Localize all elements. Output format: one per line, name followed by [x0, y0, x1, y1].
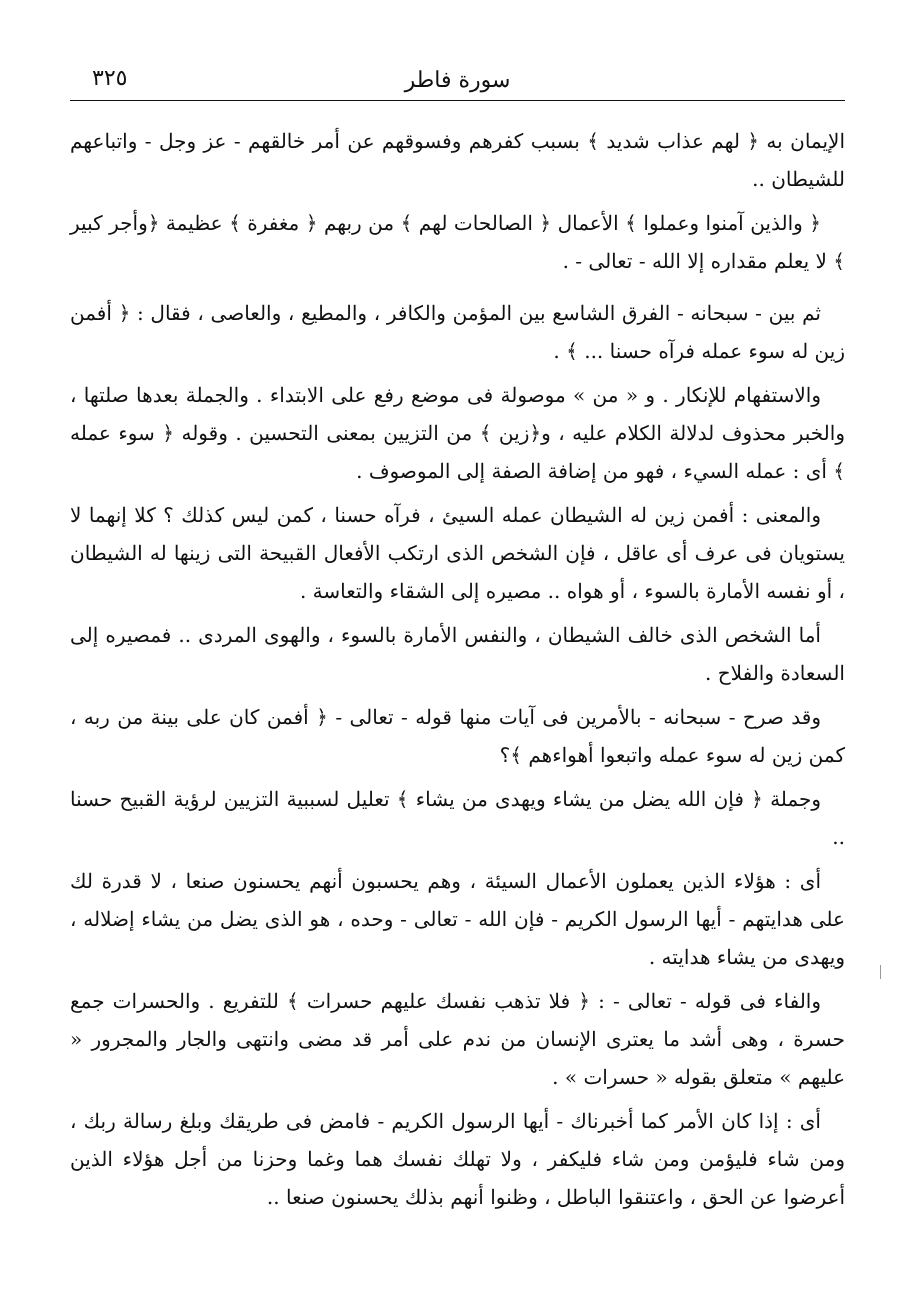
paragraph: والفاء فى قوله - تعالى - : ﴿ فلا تذهب نفسك عليهم حسرات ﴾ للتفريع . والحسرات جمع حسرة ، وهى أشد ما يعترى الإنسان من ندم على أمر قد مضى وانتهى والجار والمجرور « عليهم » متعلق بقوله « حسرات » .: [70, 989, 845, 1089]
paragraph: وجملة ﴿ فإن الله يضل من يشاء ويهدى من يشاء ﴾ تعليل لسببية التزيين لرؤية القبيح حسنا ..: [70, 787, 845, 849]
paragraph: والاستفهام للإنكار . و « من » موصولة فى موضع رفع على الابتداء . والجملة بعدها صلتها ، والخبر محذوف لدلالة الكلام عليه ، و﴿زين ﴾ من التزيين بمعنى التحسين . وقوله ﴿ سوء عمله ﴾ أى : عمله السيء ، فهو من إضافة الصفة إلى الموصوف .: [70, 383, 845, 483]
paragraph: الإيمان به ﴿ لهم عذاب شديد ﴾ بسبب كفرهم وفسوقهم عن أمر خالقهم - عز وجل - واتباعهم للشيطان ..: [70, 129, 845, 191]
paragraph: والمعنى : أفمن زين له الشيطان عمله السيئ ، فرآه حسنا ، كمن ليس كذلك ؟ كلا إنهما لا يستويان فى عرف أى عاقل ، فإن الشخص الذى ارتكب الأفعال القبيحة التى زينها له الشيطان ، أو نفسه الأمارة بالسوء ، أو هواه .. مصيره إلى الشقاء والتعاسة .: [70, 503, 845, 603]
header-rule: [70, 100, 845, 101]
book-page: [70, 60, 845, 1260]
paragraph: أما الشخص الذى خالف الشيطان ، والنفس الأمارة بالسوء ، والهوى المردى .. فمصيره إلى السعادة والفلاح .: [70, 623, 845, 685]
body-text: [70, 122, 845, 1222]
margin-mark: [880, 965, 881, 979]
paragraph: أى : إذا كان الأمر كما أخبرناك - أيها الرسول الكريم - فامض فى طريقك وبلغ رسالة ربك ، ومن شاء فليؤمن ومن شاء فليكفر ، ولا تهلك نفسك هما وغما وحزنا من أجل هؤلاء الذين أعرضوا عن الحق ، واعتنقوا الباطل ، وظنوا أنهم بذلك يحسنون صنعا ..: [70, 1109, 845, 1209]
paragraph: ثم بين - سبحانه - الفرق الشاسع بين المؤمن والكافر ، والمطيع ، والعاصى ، فقال : ﴿ أفمن زين له سوء عمله فرآه حسنا ... ﴾ .: [70, 301, 845, 363]
page-number: ٣٢٥: [92, 66, 128, 91]
running-header: [70, 60, 845, 98]
paragraph: وقد صرح - سبحانه - بالأمرين فى آيات منها قوله - تعالى - ﴿ أفمن كان على بينة من ربه ، كمن زين له سوء عمله واتبعوا أهواءهم ﴾؟: [70, 705, 845, 767]
paragraph: أى : هؤلاء الذين يعملون الأعمال السيئة ، وهم يحسبون أنهم يحسنون صنعا ، لا قدرة لك على هدايتهم - أيها الرسول الكريم - فإن الله - تعالى - وحده ، هو الذى يضل من يشاء إضلاله ، ويهدى من يشاء هدايته .: [70, 869, 845, 969]
paragraph: ﴿ والذين آمنوا وعملوا ﴾ الأعمال ﴿ الصالحات لهم ﴾ من ربهم ﴿ مغفرة ﴾ عظيمة ﴿وأجر كبير ﴾ لا يعلم مقداره إلا الله - تعالى - .: [70, 211, 845, 273]
surah-title: سورة فاطر: [404, 68, 511, 93]
